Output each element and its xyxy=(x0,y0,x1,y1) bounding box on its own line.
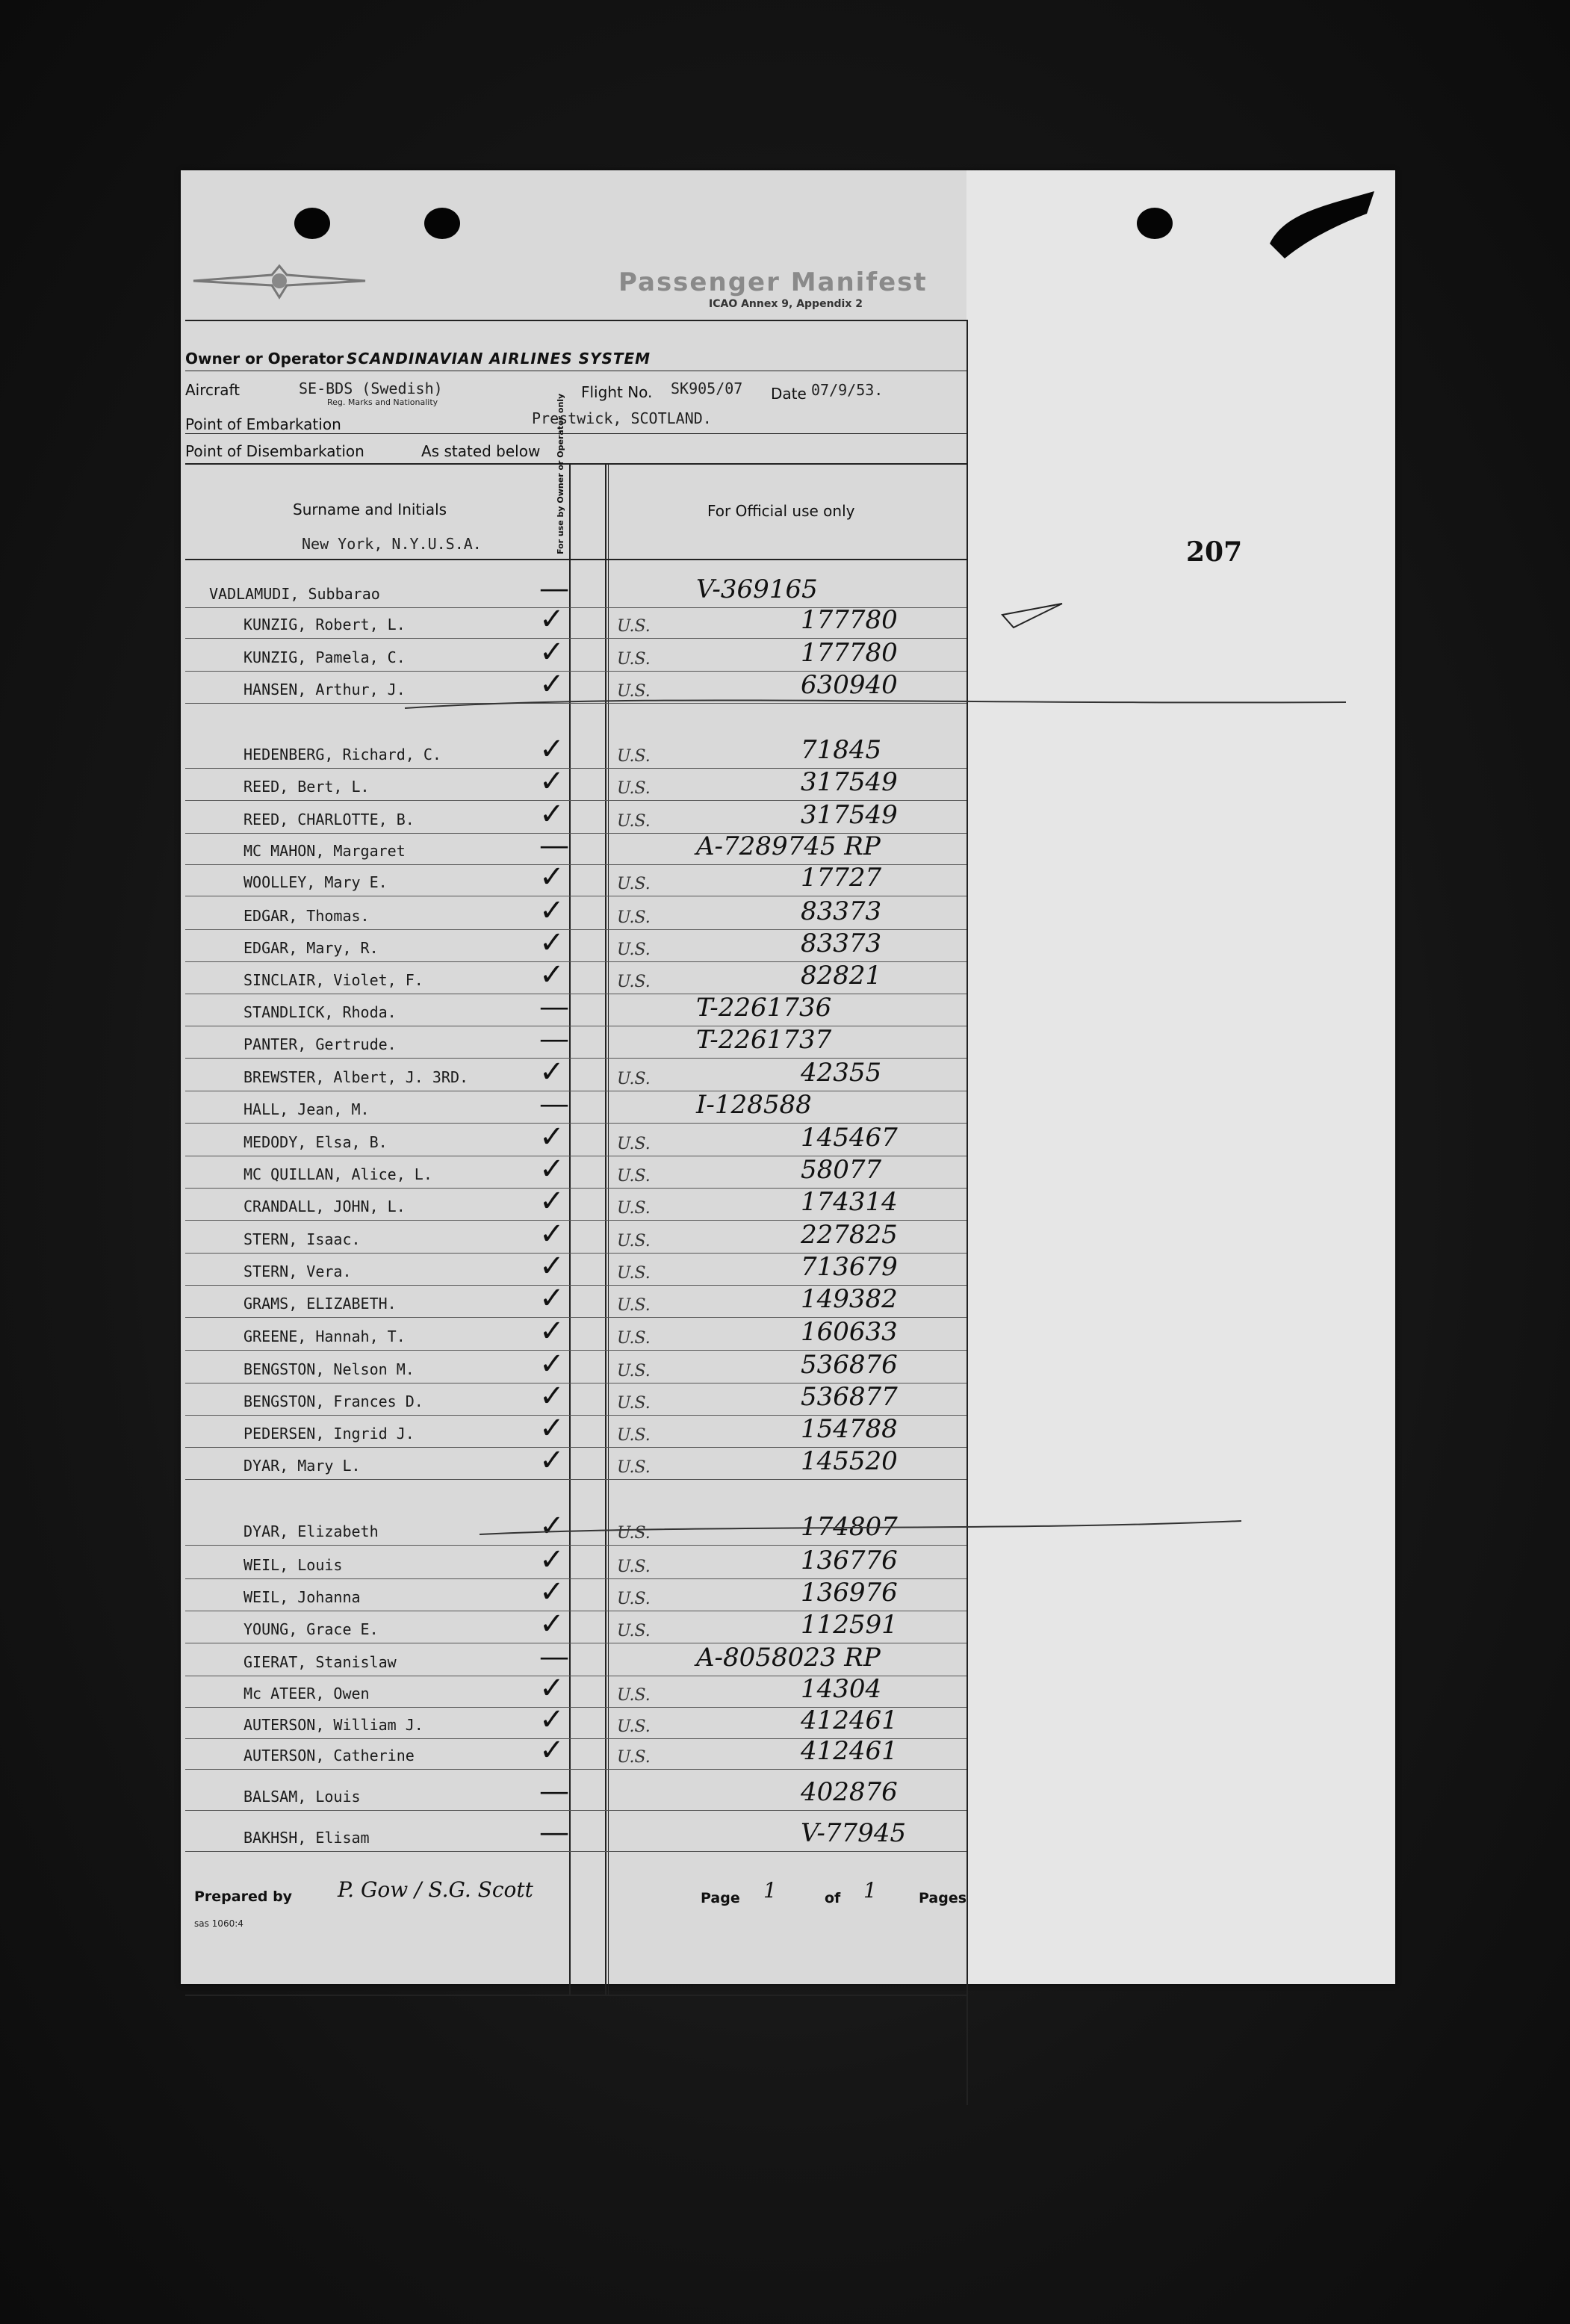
official-number: 17727 xyxy=(801,863,882,893)
official-number: 177780 xyxy=(801,605,898,635)
official-number: 83373 xyxy=(801,929,882,958)
page-value: 1 xyxy=(763,1878,777,1903)
nationality-note: U.S. xyxy=(617,1264,651,1283)
official-number: 412461 xyxy=(801,1705,898,1735)
nationality-note: U.S. xyxy=(617,1199,651,1218)
col-header-official: For Official use only xyxy=(707,502,855,520)
flight-value: SK905/07 xyxy=(671,379,743,397)
passenger-name: WEIL, Louis xyxy=(243,1556,343,1574)
official-number: V-369165 xyxy=(696,574,818,604)
stamped-page-number: 207 xyxy=(1186,536,1243,568)
embark-label: Point of Embarkation xyxy=(185,415,341,433)
passenger-name: HALL, Jean, M. xyxy=(243,1100,370,1118)
aircraft-label: Aircraft xyxy=(185,381,241,399)
dash-mark-icon: — xyxy=(539,828,569,863)
nationality-note: U.S. xyxy=(617,1590,651,1608)
official-number: 83373 xyxy=(801,896,882,926)
check-mark-icon: ✓ xyxy=(539,1543,565,1577)
passenger-name: BENGSTON, Frances D. xyxy=(243,1392,423,1410)
passenger-name: EDGAR, Mary, R. xyxy=(243,939,379,957)
passenger-name: GIERAT, Stanislaw xyxy=(243,1653,397,1671)
nationality-note: U.S. xyxy=(617,1135,651,1153)
official-number: 82821 xyxy=(801,961,882,991)
prepared-signature: P. Gow / S.G. Scott xyxy=(338,1877,533,1902)
passenger-name: Mc ATEER, Owen xyxy=(243,1685,370,1702)
passenger-name: WEIL, Johanna xyxy=(243,1588,361,1606)
passenger-name: PEDERSEN, Ingrid J. xyxy=(243,1425,415,1443)
check-mark-icon: ✓ xyxy=(539,1184,565,1218)
manifest-sheet xyxy=(181,170,1395,1984)
official-number: T-2261737 xyxy=(696,1025,832,1055)
nationality-note: U.S. xyxy=(617,1362,651,1381)
official-number: 536876 xyxy=(801,1350,898,1380)
official-number: 154788 xyxy=(801,1414,898,1444)
official-number: 174807 xyxy=(801,1512,898,1542)
check-mark-icon: ✓ xyxy=(539,764,565,799)
nationality-note: U.S. xyxy=(617,650,651,669)
owner-label: Owner or Operator xyxy=(185,350,344,368)
passenger-name: VADLAMUDI, Subbarao xyxy=(209,585,380,603)
reg-caption: Reg. Marks and Nationality xyxy=(327,397,438,407)
passenger-name: YOUNG, Grace E. xyxy=(243,1620,379,1638)
passenger-name: AUTERSON, Catherine xyxy=(243,1747,415,1764)
nationality-note: U.S. xyxy=(617,1686,651,1705)
check-mark-icon: ✓ xyxy=(539,860,565,894)
nationality-note: U.S. xyxy=(617,1717,651,1736)
official-number: V-77945 xyxy=(801,1818,907,1848)
nationality-note: U.S. xyxy=(617,941,651,959)
nationality-note: U.S. xyxy=(617,1458,651,1477)
official-number: 713679 xyxy=(801,1252,898,1282)
passenger-name: REED, CHARLOTTE, B. xyxy=(243,811,415,828)
check-mark-icon: ✓ xyxy=(539,1411,565,1445)
passenger-name: REED, Bert, L. xyxy=(243,778,370,796)
official-number: 174314 xyxy=(801,1187,898,1217)
date-label: Date xyxy=(771,385,807,403)
passenger-name: AUTERSON, William J. xyxy=(243,1716,423,1734)
check-mark-icon: ✓ xyxy=(539,1379,565,1413)
passenger-name: HEDENBERG, Richard, C. xyxy=(243,746,441,763)
check-mark-icon: ✓ xyxy=(539,1733,565,1767)
prepared-label: Prepared by xyxy=(194,1888,293,1905)
passenger-name: PANTER, Gertrude. xyxy=(243,1035,397,1053)
nationality-note: U.S. xyxy=(617,1558,651,1576)
official-number: 136976 xyxy=(801,1578,898,1608)
passenger-name: BENGSTON, Nelson M. xyxy=(243,1360,415,1378)
page-label: Page xyxy=(701,1890,740,1906)
official-number: 145520 xyxy=(801,1446,898,1476)
check-mark-icon: ✓ xyxy=(539,958,565,992)
owner-value: SCANDINAVIAN AIRLINES SYSTEM xyxy=(347,350,651,368)
passenger-name: BALSAM, Louis xyxy=(243,1788,361,1806)
nationality-note: U.S. xyxy=(617,1232,651,1251)
dash-mark-icon: — xyxy=(539,1774,569,1809)
official-number: 14304 xyxy=(801,1674,882,1704)
official-number: 317549 xyxy=(801,800,898,830)
dash-mark-icon: — xyxy=(539,990,569,1024)
nationality-note: U.S. xyxy=(617,1394,651,1413)
official-number: 71845 xyxy=(801,735,882,765)
disembark-value: As stated below xyxy=(421,442,541,460)
form-code: sas 1060:4 xyxy=(194,1918,243,1929)
dash-mark-icon: — xyxy=(539,571,569,606)
of-value: 1 xyxy=(863,1878,877,1903)
col-header-operator: For use by Owner or Operator only xyxy=(556,393,565,554)
check-mark-icon: ✓ xyxy=(539,1120,565,1154)
passenger-name: MC QUILLAN, Alice, L. xyxy=(243,1165,432,1183)
official-number: 160633 xyxy=(801,1317,898,1347)
check-mark-icon: ✓ xyxy=(539,893,565,928)
passenger-name: STERN, Isaac. xyxy=(243,1230,361,1248)
footer-rule xyxy=(185,1995,966,1996)
check-mark-icon: ✓ xyxy=(539,602,565,636)
check-mark-icon: ✓ xyxy=(539,1249,565,1283)
official-number: 227825 xyxy=(801,1220,898,1250)
check-mark-icon: ✓ xyxy=(539,1314,565,1348)
nationality-note: U.S. xyxy=(617,1329,651,1348)
dash-mark-icon: — xyxy=(539,1640,569,1674)
official-number: 42355 xyxy=(801,1058,882,1088)
passenger-name: DYAR, Mary L. xyxy=(243,1457,361,1475)
passenger-name: MEDODY, Elsa, B. xyxy=(243,1133,388,1151)
nationality-note: U.S. xyxy=(617,1748,651,1767)
nationality-note: U.S. xyxy=(617,1167,651,1186)
check-mark-icon: ✓ xyxy=(539,1702,565,1737)
check-mark-icon: ✓ xyxy=(539,1443,565,1478)
official-number: 402876 xyxy=(801,1777,898,1807)
check-mark-icon: ✓ xyxy=(539,667,565,701)
passenger-name: CRANDALL, JOHN, L. xyxy=(243,1197,406,1215)
passenger-name: GRAMS, ELIZABETH. xyxy=(243,1295,397,1313)
official-number: 58077 xyxy=(801,1155,882,1185)
passenger-name: HANSEN, Arthur, J. xyxy=(243,681,406,698)
official-number: A-7289745 RP xyxy=(696,831,881,861)
nationality-note: U.S. xyxy=(617,1426,651,1445)
passenger-name: DYAR, Elizabeth xyxy=(243,1522,379,1540)
col-header-surname: Surname and Initials xyxy=(293,501,447,518)
official-number: 630940 xyxy=(801,670,898,700)
nationality-note: U.S. xyxy=(617,812,651,831)
check-mark-icon: ✓ xyxy=(539,1575,565,1609)
nationality-note: U.S. xyxy=(617,1070,651,1088)
passenger-name: STERN, Vera. xyxy=(243,1262,352,1280)
official-number: A-8058023 RP xyxy=(696,1643,881,1673)
passenger-name: BREWSTER, Albert, J. 3RD. xyxy=(243,1068,469,1086)
nationality-note: U.S. xyxy=(617,779,651,798)
passenger-name: BAKHSH, Elisam xyxy=(243,1829,370,1847)
passenger-name: MC MAHON, Margaret xyxy=(243,842,406,860)
passenger-name: WOOLLEY, Mary E. xyxy=(243,873,388,891)
nationality-note: U.S. xyxy=(617,1296,651,1315)
official-number: 317549 xyxy=(801,767,898,797)
official-number: T-2261736 xyxy=(696,993,832,1023)
date-value: 07/9/53. xyxy=(811,381,884,399)
embark-value: Prestwick, SCOTLAND. xyxy=(532,409,712,427)
nationality-note: U.S. xyxy=(617,908,651,927)
check-mark-icon: ✓ xyxy=(539,1217,565,1251)
official-number: 136776 xyxy=(801,1546,898,1575)
pages-label: Pages xyxy=(919,1890,967,1906)
passenger-name: GREENE, Hannah, T. xyxy=(243,1327,406,1345)
check-mark-icon: ✓ xyxy=(539,1347,565,1381)
official-number: I-128588 xyxy=(696,1090,812,1120)
aircraft-value: SE-BDS (Swedish) xyxy=(299,379,443,397)
nationality-note: U.S. xyxy=(617,747,651,766)
nationality-note: U.S. xyxy=(617,682,651,701)
passenger-name: KUNZIG, Robert, L. xyxy=(243,616,406,633)
flight-label: Flight No. xyxy=(581,383,653,401)
nationality-note: U.S. xyxy=(617,617,651,636)
nationality-note: U.S. xyxy=(617,973,651,991)
disembark-label: Point of Disembarkation xyxy=(185,442,364,460)
separator-strokes xyxy=(181,170,1395,1984)
check-mark-icon: ✓ xyxy=(539,1152,565,1186)
dash-mark-icon: — xyxy=(539,1815,569,1850)
check-mark-icon: ✓ xyxy=(539,1509,565,1543)
nationality-note: U.S. xyxy=(617,1622,651,1640)
of-label: of xyxy=(825,1890,841,1906)
check-mark-icon: ✓ xyxy=(539,797,565,831)
icao-reference: ICAO Annex 9, Appendix 2 xyxy=(709,298,863,310)
passenger-name: SINCLAIR, Violet, F. xyxy=(243,971,423,989)
check-mark-icon: ✓ xyxy=(539,1281,565,1316)
check-mark-icon: ✓ xyxy=(539,1607,565,1641)
official-number: 536877 xyxy=(801,1382,898,1412)
dash-mark-icon: — xyxy=(539,1022,569,1056)
official-number: 412461 xyxy=(801,1736,898,1766)
official-number: 112591 xyxy=(801,1610,898,1640)
official-number: 149382 xyxy=(801,1284,898,1314)
official-number: 177780 xyxy=(801,638,898,668)
official-number: 145467 xyxy=(801,1123,898,1153)
check-mark-icon: ✓ xyxy=(539,1055,565,1089)
check-mark-icon: ✓ xyxy=(539,1671,565,1705)
passenger-name: EDGAR, Thomas. xyxy=(243,907,370,925)
form-title: Passenger Manifest xyxy=(618,267,928,297)
passenger-name: KUNZIG, Pamela, C. xyxy=(243,648,406,666)
check-mark-icon: ✓ xyxy=(539,635,565,669)
passenger-name: STANDLICK, Rhoda. xyxy=(243,1003,397,1021)
nationality-note: U.S. xyxy=(617,875,651,893)
check-mark-icon: ✓ xyxy=(539,926,565,960)
dash-mark-icon: — xyxy=(539,1087,569,1121)
nationality-note: U.S. xyxy=(617,1524,651,1543)
check-mark-icon: ✓ xyxy=(539,732,565,766)
destination-label: New York, N.Y.U.S.A. xyxy=(302,535,482,553)
